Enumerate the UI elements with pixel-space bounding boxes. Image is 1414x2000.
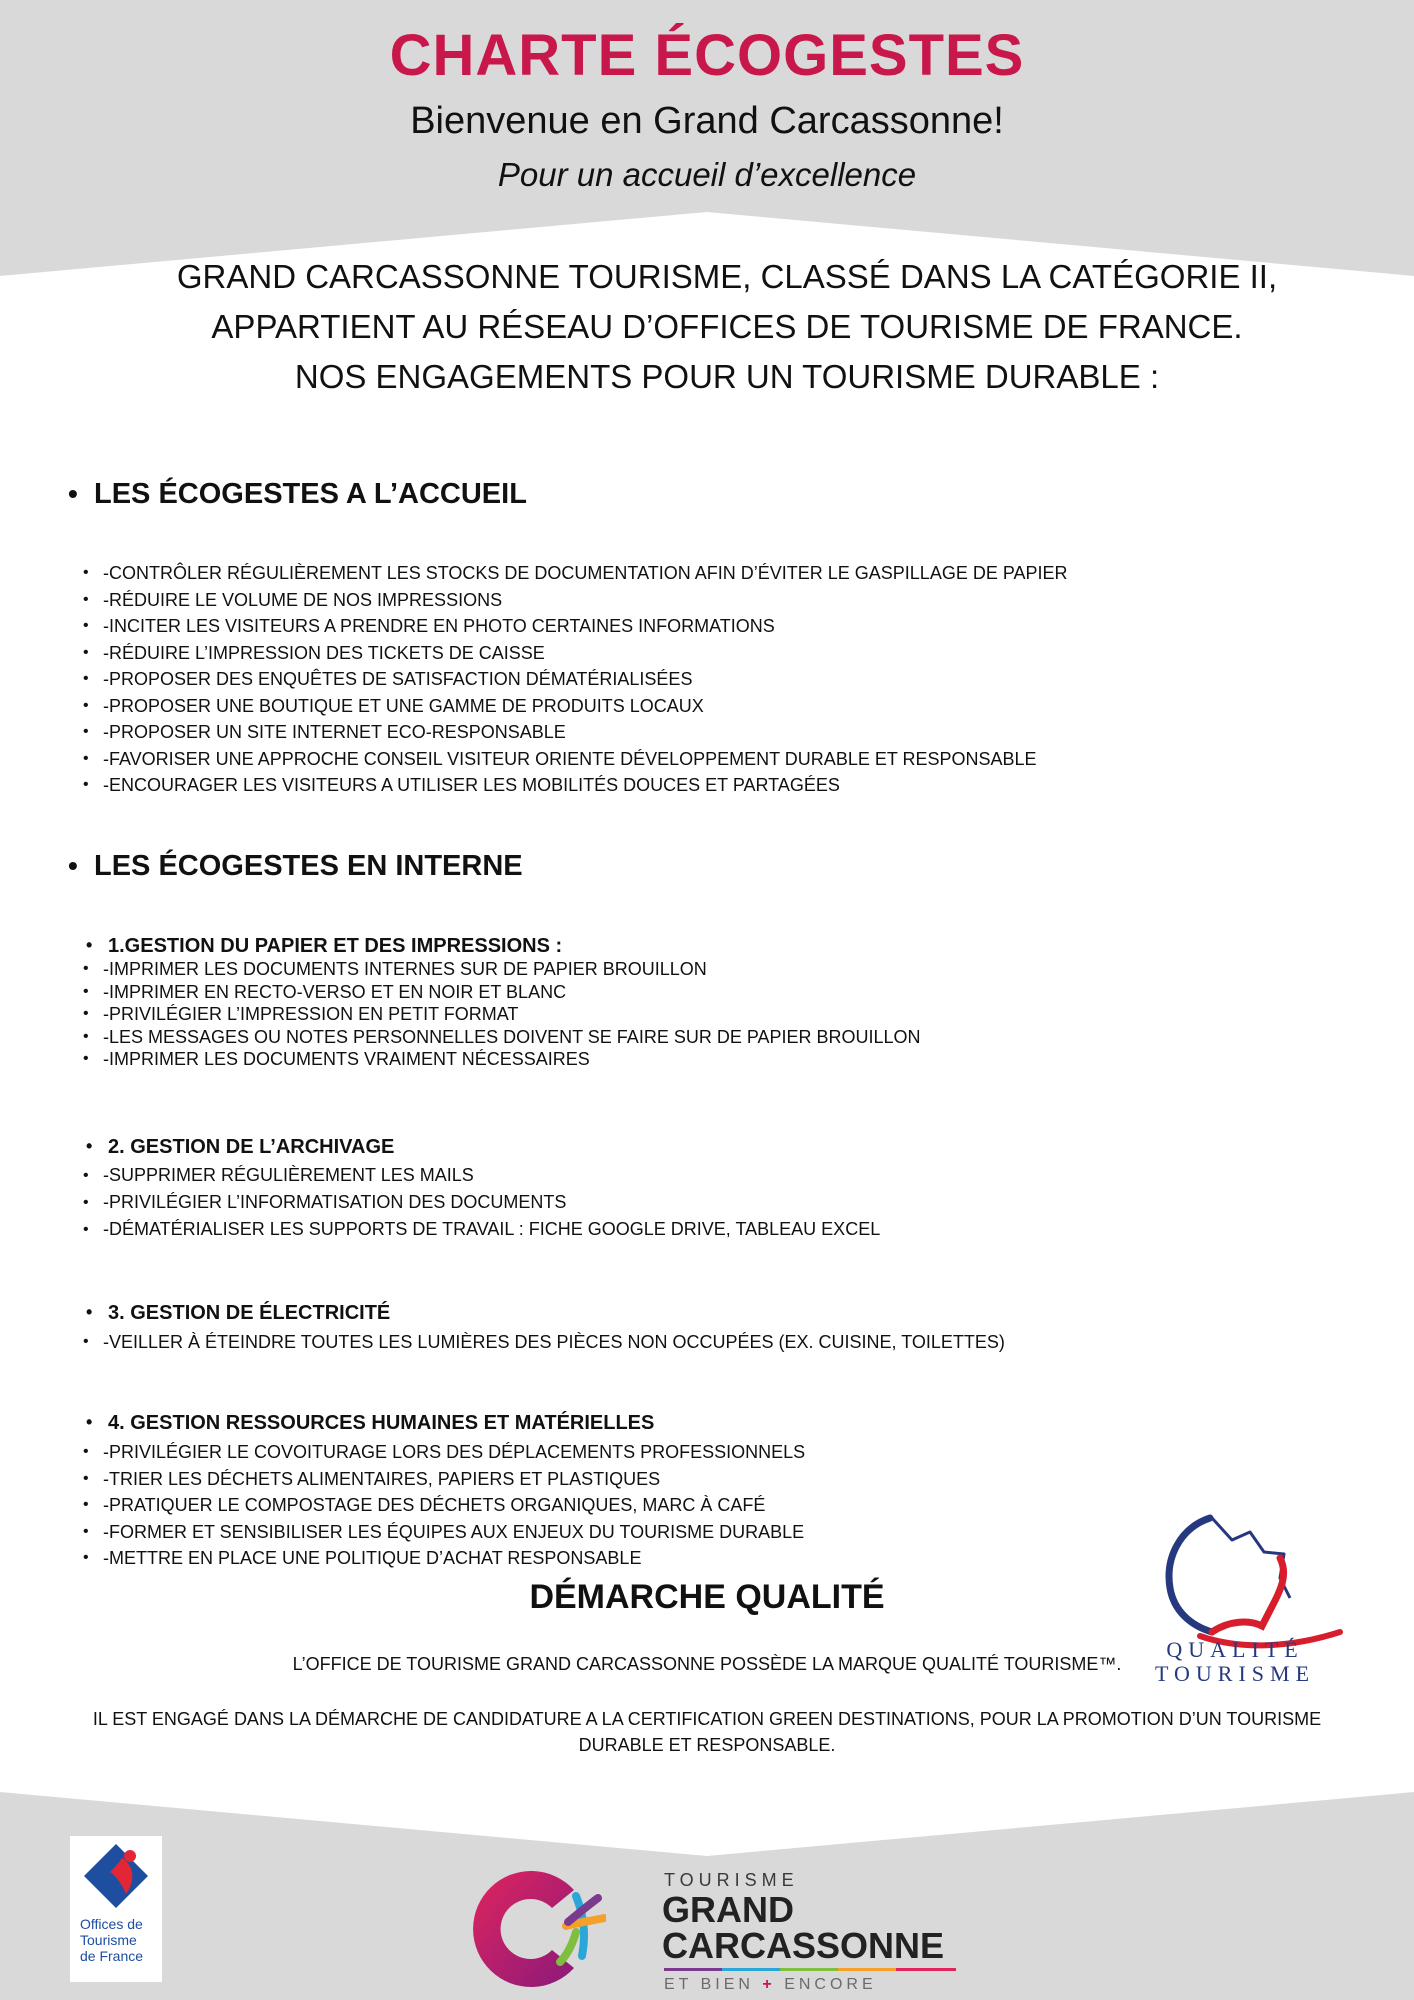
- section-heading-accueil: • LES ÉCOGESTES A L’ACCUEIL: [94, 478, 527, 511]
- intro-line: GRAND CARCASSONNE TOURISME, CLASSÉ DANS LA CATÉGORIE II,: [176, 258, 1278, 295]
- wordmark-line: Offices de: [80, 1916, 143, 1932]
- tagline: Pour un accueil d’excellence: [497, 156, 917, 193]
- subsection-heading-papier: • 1.GESTION DU PAPIER ET DES IMPRESSIONS :: [108, 935, 562, 958]
- gc-wordmark-small: TOURISME: [664, 1870, 799, 1890]
- list-item: • -RÉDUIRE L’IMPRESSION DES TICKETS DE CAISSE: [103, 640, 1068, 667]
- gc-wordmark: [662, 1889, 945, 1966]
- gc-tagline-left: ET BIEN: [664, 1976, 754, 1993]
- list-item: • -TRIER LES DÉCHETS ALIMENTAIRES, PAPIERS ET PLASTIQUES: [103, 1466, 805, 1493]
- list-item: • -INCITER LES VISITEURS A PRENDRE EN PHOTO CERTAINES INFORMATIONS: [103, 613, 1068, 640]
- list-item: • -VEILLER À ÉTEINDRE TOUTES LES LUMIÈRES DES PIÈCES NON OCCUPÉES (EX. CUISINE, TOILETTES): [103, 1329, 1005, 1355]
- list-item: • -FORMER ET SENSIBILISER LES ÉQUIPES AUX ENJEUX DU TOURISME DURABLE: [103, 1519, 805, 1546]
- subsection-heading-archivage: • 2. GESTION DE L’ARCHIVAGE: [108, 1136, 394, 1159]
- intro-block: [120, 252, 1334, 402]
- archivage-list: [103, 1162, 880, 1243]
- list-item: • -IMPRIMER LES DOCUMENTS VRAIMENT NÉCESSAIRES: [103, 1048, 921, 1071]
- intro-line: NOS ENGAGEMENTS POUR UN TOURISME DURABLE :: [294, 358, 1160, 395]
- gc-tagline-right: ENCORE: [784, 1976, 877, 1993]
- list-item: • -METTRE EN PLACE UNE POLITIQUE D’ACHAT RESPONSABLE: [103, 1545, 805, 1572]
- list-item: • -FAVORISER UNE APPROCHE CONSEIL VISITEUR ORIENTE DÉVELOPPEMENT DURABLE ET RESPONSABLE: [103, 746, 1068, 773]
- list-item: • -PRATIQUER LE COMPOSTAGE DES DÉCHETS ORGANIQUES, MARC À CAFÉ: [103, 1492, 805, 1519]
- intro-line: APPARTIENT AU RÉSEAU D’OFFICES DE TOURISME DE FRANCE.: [211, 308, 1243, 345]
- list-item: • -CONTRÔLER RÉGULIÈREMENT LES STOCKS DE DOCUMENTATION AFIN D’ÉVITER LE GASPILLAGE DE PAPIER: [103, 560, 1068, 587]
- qualite-text: IL EST ENGAGÉ DANS LA DÉMARCHE DE CANDIDATURE A LA CERTIFICATION GREEN DESTINATIONS, POUR LA PROMOTION D’UN TOURISME DURABLE ET RESPONSABLE.: [92, 1709, 1322, 1755]
- qualite-heading: DÉMARCHE QUALITÉ: [529, 1578, 885, 1616]
- wordmark-line: de France: [80, 1948, 144, 1964]
- list-item: • -IMPRIMER EN RECTO-VERSO ET EN NOIR ET BLANC: [103, 981, 921, 1004]
- accueil-list: [103, 560, 1068, 799]
- qualite-tourisme-wordmark: QUALITÉ TOURISME: [1154, 1637, 1316, 1686]
- electricite-list: [103, 1329, 1005, 1355]
- list-item: • -RÉDUIRE LE VOLUME DE NOS IMPRESSIONS: [103, 587, 1068, 614]
- grand-carcassonne-c-logo: [456, 1856, 606, 2000]
- welcome-text: Bienvenue en Grand Carcassonne!: [410, 100, 1004, 142]
- plus-icon: +: [762, 1976, 776, 1993]
- list-item: • -PROPOSER UN SITE INTERNET ECO-RESPONSABLE: [103, 719, 1068, 746]
- offices-de-tourisme-wordmark: [70, 1916, 162, 1964]
- list-item: • -IMPRIMER LES DOCUMENTS INTERNES SUR DE PAPIER BROUILLON: [103, 958, 921, 981]
- list-item: • -PROPOSER UNE BOUTIQUE ET UNE GAMME DE PRODUITS LOCAUX: [103, 693, 1068, 720]
- subsection-heading-ressources: • 4. GESTION RESSOURCES HUMAINES ET MATÉRIELLES: [108, 1412, 654, 1435]
- section-heading-interne: • LES ÉCOGESTES EN INTERNE: [94, 850, 523, 883]
- gc-tagline: [664, 1976, 877, 1994]
- list-item: • -LES MESSAGES OU NOTES PERSONNELLES DOIVENT SE FAIRE SUR DE PAPIER BROUILLON: [103, 1026, 921, 1049]
- list-item: • -DÉMATÉRIALISER LES SUPPORTS DE TRAVAIL : FICHE GOOGLE DRIVE, TABLEAU EXCEL: [103, 1216, 880, 1243]
- qualite-text: L’OFFICE DE TOURISME GRAND CARCASSONNE POSSÈDE LA MARQUE QUALITÉ TOURISME™.: [292, 1654, 1122, 1674]
- list-item: • -PRIVILÉGIER L’INFORMATISATION DES DOCUMENTS: [103, 1189, 880, 1216]
- gc-color-stripe: [664, 1968, 956, 1971]
- list-item: • -SUPPRIMER RÉGULIÈREMENT LES MAILS: [103, 1162, 880, 1189]
- ressources-list: [103, 1439, 805, 1572]
- list-item: • -PRIVILÉGIER L’IMPRESSION EN PETIT FORMAT: [103, 1003, 921, 1026]
- papier-list: [103, 958, 921, 1071]
- wordmark-line: Tourisme: [80, 1932, 137, 1948]
- page-title: CHARTE ÉCOGESTES: [389, 23, 1025, 88]
- gc-wordmark-line: CARCASSONNE: [662, 1925, 945, 1966]
- list-item: • -PROPOSER DES ENQUÊTES DE SATISFACTION DÉMATÉRIALISÉES: [103, 666, 1068, 693]
- list-item: • -PRIVILÉGIER LE COVOITURAGE LORS DES DÉPLACEMENTS PROFESSIONNELS: [103, 1439, 805, 1466]
- gc-wordmark-line: GRAND: [662, 1889, 794, 1930]
- list-item: • -ENCOURAGER LES VISITEURS A UTILISER LES MOBILITÉS DOUCES ET PARTAGÉES: [103, 772, 1068, 799]
- subsection-heading-electricite: • 3. GESTION DE ÉLECTRICITÉ: [108, 1302, 390, 1325]
